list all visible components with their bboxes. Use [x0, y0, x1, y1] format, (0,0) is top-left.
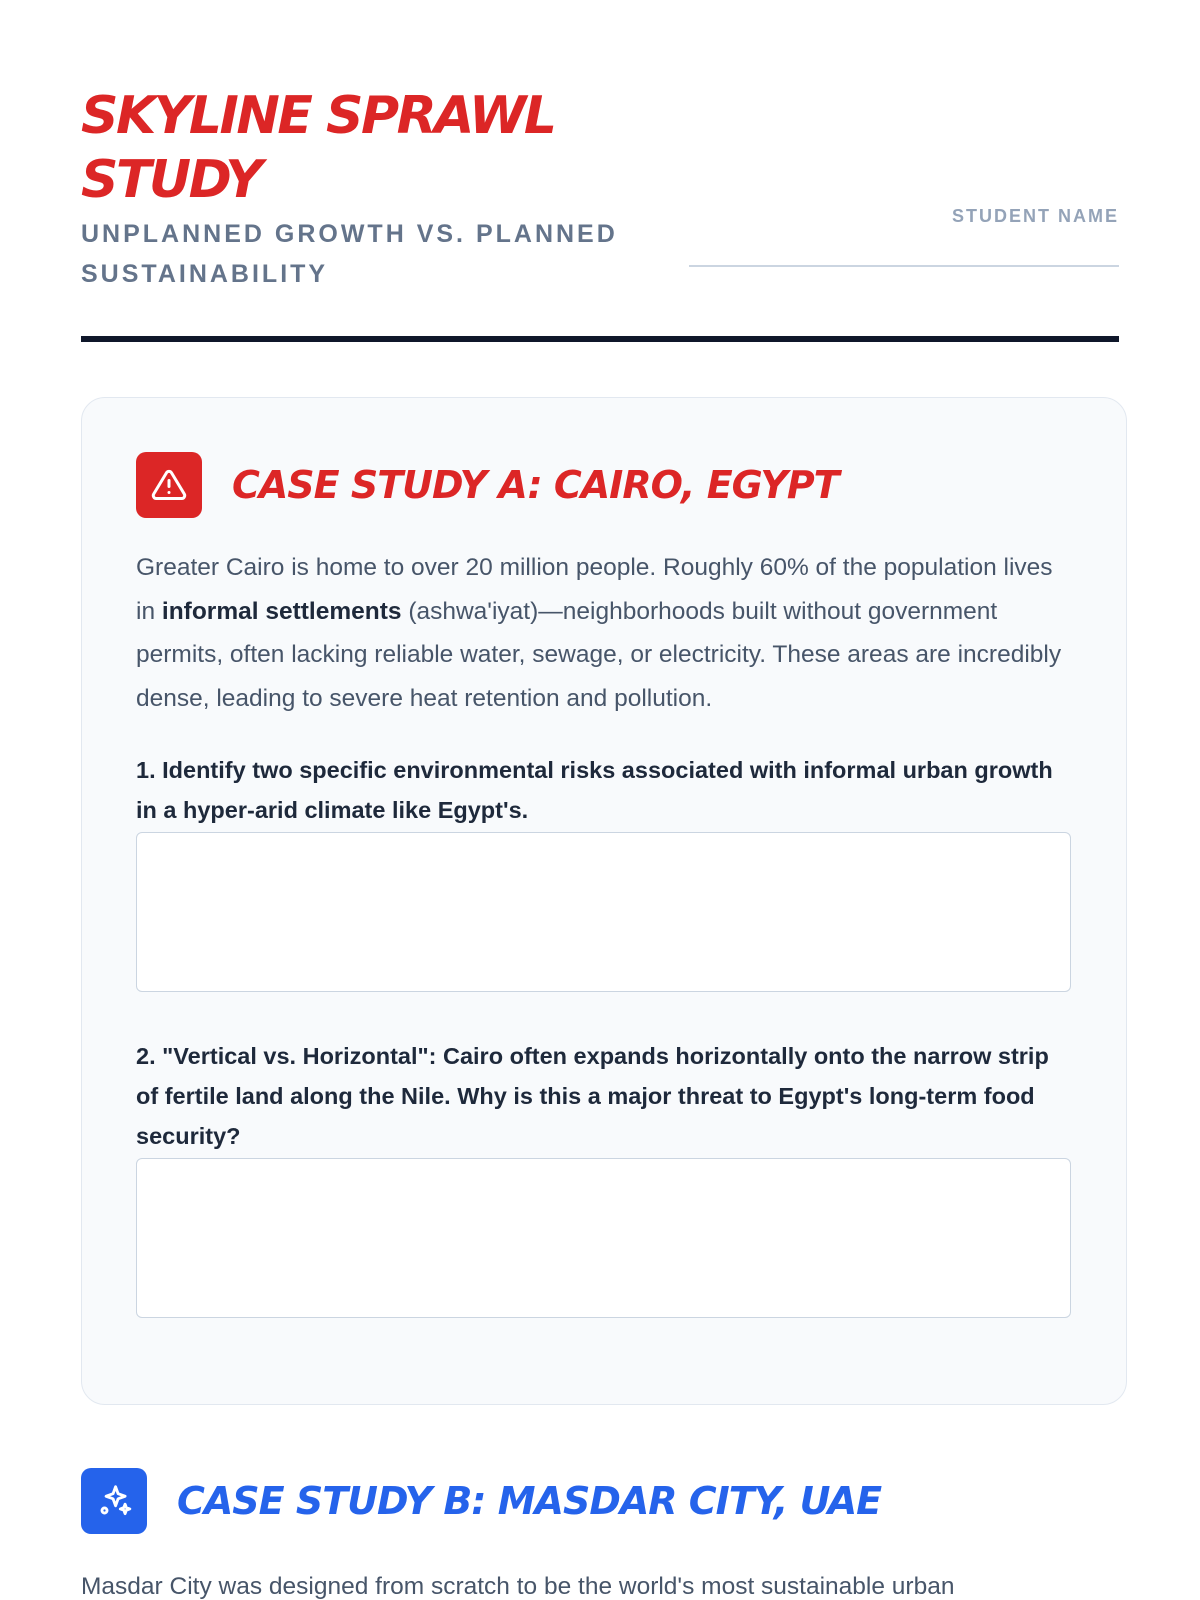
case-study-a-intro-text-2: (ashwa'iyat)—neighborhoods built without government permits, often lacking reliable water, sewage, or electricity. These areas are incredibly dense, leading to severe heat retention and pollution.: [136, 597, 1062, 712]
page-subtitle: UNPLANNED GROWTH VS. PLANNED SUSTAINABILITY: [81, 220, 618, 288]
case-study-a-card: [81, 397, 1127, 1405]
case-study-b-intro: Masdar City was designed from scratch to be the world's most sustainable urban: [81, 1573, 955, 1600]
case-study-b-title: CASE STUDY B: MASDAR CITY, UAE: [177, 1479, 882, 1523]
student-name-label: STUDENT NAME: [952, 206, 1119, 226]
answer-1-input[interactable]: [136, 832, 1071, 992]
student-name-field[interactable]: [689, 265, 1119, 267]
question-1: 1. Identify two specific environmental risks associated with informal urban growth in a hyper-arid climate like Egypt's.: [136, 757, 1053, 823]
warning-triangle-icon: [136, 452, 202, 518]
case-study-b-heading: [81, 1468, 881, 1534]
case-study-a-intro-highlight: informal settlements: [161, 597, 402, 625]
case-study-a-heading: [136, 452, 839, 518]
worksheet-header: [81, 0, 1119, 345]
case-study-a-title: CASE STUDY A: CAIRO, EGYPT: [232, 463, 839, 507]
student-name-block: [689, 206, 1119, 267]
sparkles-icon: [81, 1468, 147, 1534]
question-2: 2. "Vertical vs. Horizontal": Cairo often expands horizontally onto the narrow strip of fertile land along the Nile. Why is this a major threat to Egypt's long-term food security?: [136, 1043, 1049, 1149]
header-divider: [81, 336, 1119, 342]
answer-2-input[interactable]: [136, 1158, 1071, 1318]
page-title: SKYLINE SPRAWL STUDY: [81, 86, 555, 210]
case-study-a-intro-text-1: Greater Cairo is home to over 20 million people. Roughly 60% of the population lives in: [136, 554, 1053, 625]
case-study-a-intro: [136, 546, 1076, 720]
